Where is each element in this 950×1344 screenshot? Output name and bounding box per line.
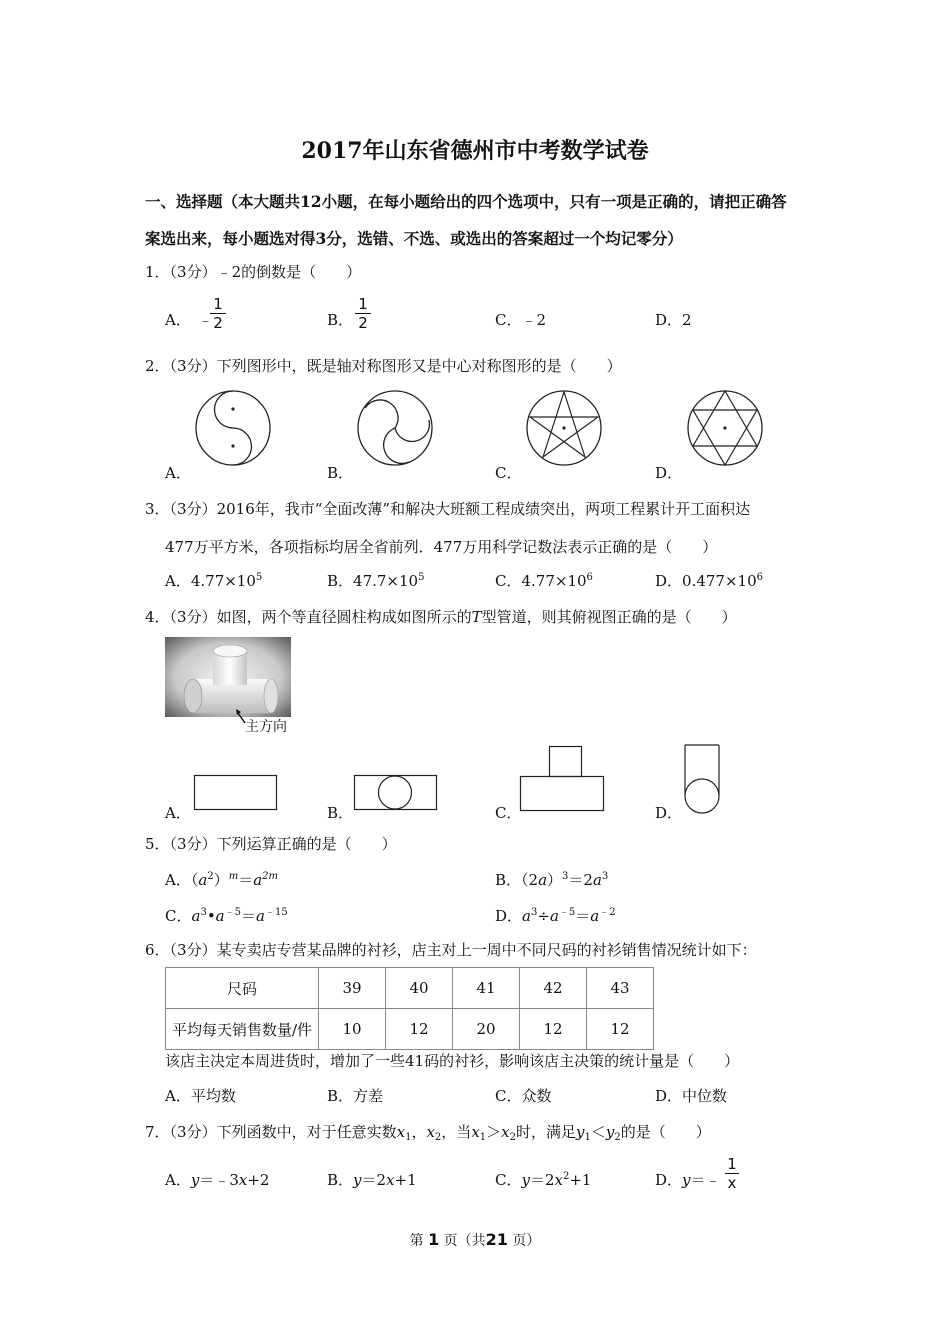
q5-option-a <box>165 869 278 890</box>
q5-option-c <box>165 903 288 926</box>
q4-option-b-figure <box>354 775 440 813</box>
subscript: 1 <box>405 1132 412 1143</box>
var-y: y <box>682 1171 691 1189</box>
q3-option-b <box>327 570 424 591</box>
var-x: x <box>554 1171 563 1189</box>
option-label: A． <box>165 1171 191 1189</box>
q3-option-c <box>495 570 593 591</box>
exponent: 2 <box>562 1171 570 1182</box>
stem-text: ＜ <box>590 1123 606 1141</box>
q6-option-d: D．中位数 <box>655 1087 728 1105</box>
var-a: a <box>549 907 559 925</box>
q4-stem-text: 4．（3分）如图，两个等直径圆柱构成如图所示的 <box>145 608 472 626</box>
table-cell: 20 <box>453 1009 520 1050</box>
equals: ＝ <box>241 907 257 925</box>
paren: ） <box>213 871 229 889</box>
fraction-numerator: 1 <box>727 1155 737 1173</box>
subscript: 1 <box>479 1132 487 1143</box>
q7-option-a <box>165 1169 269 1190</box>
q1-option-c: C．﹣2 <box>495 311 547 329</box>
exponent: 2 <box>207 871 214 882</box>
q6-option-a: A．平均数 <box>165 1087 236 1105</box>
subscript: 2 <box>614 1132 621 1143</box>
exponent: ﹣5 <box>558 907 576 918</box>
q1-stem: 1．（3分）﹣2的倒数是（ ） <box>145 263 362 281</box>
q5-option-b <box>495 869 608 890</box>
var-a: a <box>253 871 263 889</box>
table-cell: 41 <box>453 968 520 1009</box>
option-label: C． <box>495 1171 522 1189</box>
subscript: 2 <box>434 1132 442 1143</box>
hexagram-figure <box>687 390 763 466</box>
table-cell: 12 <box>587 1009 654 1050</box>
footer-text: 页（共 <box>443 1233 486 1249</box>
page-title: 2017年山东省德州市中考数学试卷 <box>301 138 649 164</box>
q2-option-d-label: D． <box>655 464 683 482</box>
q6-follow-text: 该店主决定本周进货时，增加了一些41码的衬衫，影响该店主决策的统计量是（ ） <box>165 1052 740 1070</box>
var-x: x <box>386 1171 395 1189</box>
q4-stem-tail: 型管道，则其俯视图正确的是（ ） <box>481 608 737 626</box>
table-cell: 10 <box>319 1009 386 1050</box>
q6-option-c: C．众数 <box>495 1087 552 1105</box>
q3-option-d-exponent: 6 <box>756 572 763 583</box>
tail: +2 <box>247 1171 270 1189</box>
exponent: 3 <box>601 871 609 882</box>
stem-text: ，当 <box>441 1123 472 1141</box>
q3-option-c-exponent: 6 <box>586 572 593 583</box>
size-sales-table <box>165 967 654 1050</box>
var-a: a <box>538 871 548 889</box>
exponent: ﹣15 <box>264 907 288 918</box>
exponent: 2m <box>262 871 279 882</box>
table-row <box>166 1009 654 1050</box>
section-header-line1: 一、选择题（本大题共12小题，在每小题给出的四个选项中，只有一项是正确的，请把正确答 <box>145 192 787 211</box>
var-a: a <box>592 871 602 889</box>
q7-stem <box>145 1121 711 1143</box>
q2-option-b-label: B． <box>327 464 354 482</box>
option-label: D． <box>655 1171 683 1189</box>
var-y: y <box>190 1171 200 1189</box>
q3-option-a-base: A．4.77×10 <box>165 572 256 590</box>
stem-text: 的是（ ） <box>620 1123 711 1141</box>
table-cell: 40 <box>386 968 453 1009</box>
q3-option-b-base: B．47.7×10 <box>327 572 419 590</box>
tail: +1 <box>394 1171 417 1189</box>
var-y: y <box>576 1123 585 1141</box>
q4-option-d-figure <box>682 744 722 816</box>
table-cell: 尺码 <box>166 968 319 1009</box>
equals: ＝ <box>575 907 591 925</box>
stem-text: 7．（3分）下列函数中，对于任意实数 <box>145 1123 397 1141</box>
dot-operator: • <box>206 907 216 925</box>
subscript: 1 <box>584 1132 591 1143</box>
q7-option-d-fraction <box>725 1156 739 1191</box>
tail: +1 <box>569 1171 592 1189</box>
q3-option-b-exponent: 5 <box>418 572 425 583</box>
q1-option-a-fraction <box>210 296 226 331</box>
q1-option-b-label: B． <box>327 311 354 329</box>
q2-option-c-label: C． <box>495 464 522 482</box>
var-y: y <box>605 1123 615 1141</box>
var-x: x <box>238 1171 248 1189</box>
var-a: a <box>590 907 600 925</box>
paren: ） <box>547 871 563 889</box>
q4-option-a-label: A． <box>165 804 191 822</box>
q4-stem-t-letter: T <box>471 608 482 626</box>
subscript: 2 <box>509 1132 517 1143</box>
q4-stem <box>145 606 737 627</box>
q3-stem-line1: 3．（3分）2016年，我市“全面改薄”和解决大班额工程成绩突出，两项工程累计开工面积达 <box>145 500 751 518</box>
q3-option-a <box>165 570 262 591</box>
var-x: x <box>471 1123 480 1141</box>
option-label: A． <box>165 871 191 889</box>
yin-yang-figure <box>195 390 271 466</box>
equals: ＝ <box>238 871 254 889</box>
equals: ＝2 <box>361 1171 387 1189</box>
divide-operator: ÷ <box>537 907 550 925</box>
footer-text: 第 <box>409 1233 424 1249</box>
page-number: 1 <box>428 1230 440 1249</box>
q3-option-c-base: C．4.77×10 <box>495 572 587 590</box>
table-cell: 12 <box>520 1009 587 1050</box>
equals: ＝﹣3 <box>199 1171 239 1189</box>
q3-option-a-exponent: 5 <box>255 572 263 583</box>
q2-stem: 2．（3分）下列图形中，既是轴对称图形又是中心对称图形的是（ ） <box>145 357 622 375</box>
q4-option-b-label: B． <box>327 804 354 822</box>
q4-option-c-figure <box>520 746 608 814</box>
table-cell: 12 <box>386 1009 453 1050</box>
var-a: a <box>215 907 225 925</box>
q3-stem-line2: 477万平方米，各项指标均居全省前列．477万用科学记数法表示正确的是（ ） <box>165 538 718 556</box>
fraction-denominator: x <box>727 1174 737 1192</box>
stem-text: ， <box>411 1123 427 1141</box>
q2-option-a-label: A． <box>165 464 191 482</box>
var-y: y <box>521 1171 530 1189</box>
q1-option-a-label: A． <box>165 311 191 329</box>
q6-stem: 6．（3分）某专卖店专营某品牌的衬衫，店主对上一周中不同尺码的衬衫销售情况统计如下： <box>145 941 757 959</box>
exponent: 3 <box>562 871 569 882</box>
exponent: 3 <box>200 907 207 918</box>
page-footer <box>0 1230 950 1250</box>
table-row <box>166 968 654 1009</box>
q4-option-c-label: C． <box>495 804 522 822</box>
option-label: B． <box>495 871 522 889</box>
var-a: a <box>256 907 265 925</box>
paren: （2 <box>521 871 539 889</box>
var-a: a <box>198 871 208 889</box>
var-x: x <box>426 1123 435 1141</box>
q6-option-b: B．方差 <box>327 1087 384 1105</box>
equals: ＝﹣ <box>690 1171 721 1189</box>
exponent: ﹣5 <box>224 907 241 918</box>
q3-option-d <box>655 570 763 591</box>
var-x: x <box>396 1123 406 1141</box>
var-a: a <box>522 907 531 925</box>
table-cell: 43 <box>587 968 654 1009</box>
q5-stem: 5．（3分）下列运算正确的是（ ） <box>145 835 397 853</box>
q1-option-b-fraction <box>355 296 371 331</box>
q3-option-d-base: D．0.477×10 <box>655 572 757 590</box>
three-arc-figure <box>357 390 433 466</box>
fraction-numerator: 1 <box>213 295 223 313</box>
table-cell: 平均每天销售数量/件 <box>166 1009 319 1050</box>
q1-option-a-sign: ﹣ <box>198 311 214 329</box>
table-cell: 42 <box>520 968 587 1009</box>
stem-text: 时，满足 <box>516 1123 577 1141</box>
fraction-denominator: 2 <box>358 314 368 332</box>
var-x: x <box>501 1123 510 1141</box>
var-y: y <box>353 1171 362 1189</box>
fraction-numerator: 1 <box>358 295 368 313</box>
section-header-line2: 案选出来，每小题选对得3分，选错、不选、或选出的答案超过一个均记零分） <box>145 229 683 248</box>
table-cell: 39 <box>319 968 386 1009</box>
fraction-denominator: 2 <box>213 314 223 332</box>
q7-option-d <box>655 1169 721 1190</box>
footer-text: 页） <box>512 1233 541 1249</box>
q1-option-d: D．2 <box>655 311 692 329</box>
equals: ＝2 <box>529 1171 555 1189</box>
q7-option-b <box>327 1169 417 1190</box>
option-label: C． <box>165 907 192 925</box>
exponent: m <box>228 871 239 882</box>
pentagram-figure <box>526 390 602 466</box>
q4-option-a-figure <box>194 775 280 813</box>
paren: （ <box>190 871 199 889</box>
option-label: B． <box>327 1171 354 1189</box>
stem-text: ＞ <box>486 1123 502 1141</box>
option-label: D． <box>495 907 523 925</box>
q7-option-c <box>495 1169 591 1190</box>
direction-label: 主方向 <box>245 719 287 735</box>
equals: ＝2 <box>568 871 593 889</box>
total-pages: 21 <box>485 1230 508 1249</box>
var-a: a <box>191 907 201 925</box>
q4-option-d-label: D． <box>655 804 683 822</box>
exponent: ﹣2 <box>599 907 616 918</box>
q5-option-d <box>495 903 616 926</box>
exponent: 3 <box>530 907 538 918</box>
